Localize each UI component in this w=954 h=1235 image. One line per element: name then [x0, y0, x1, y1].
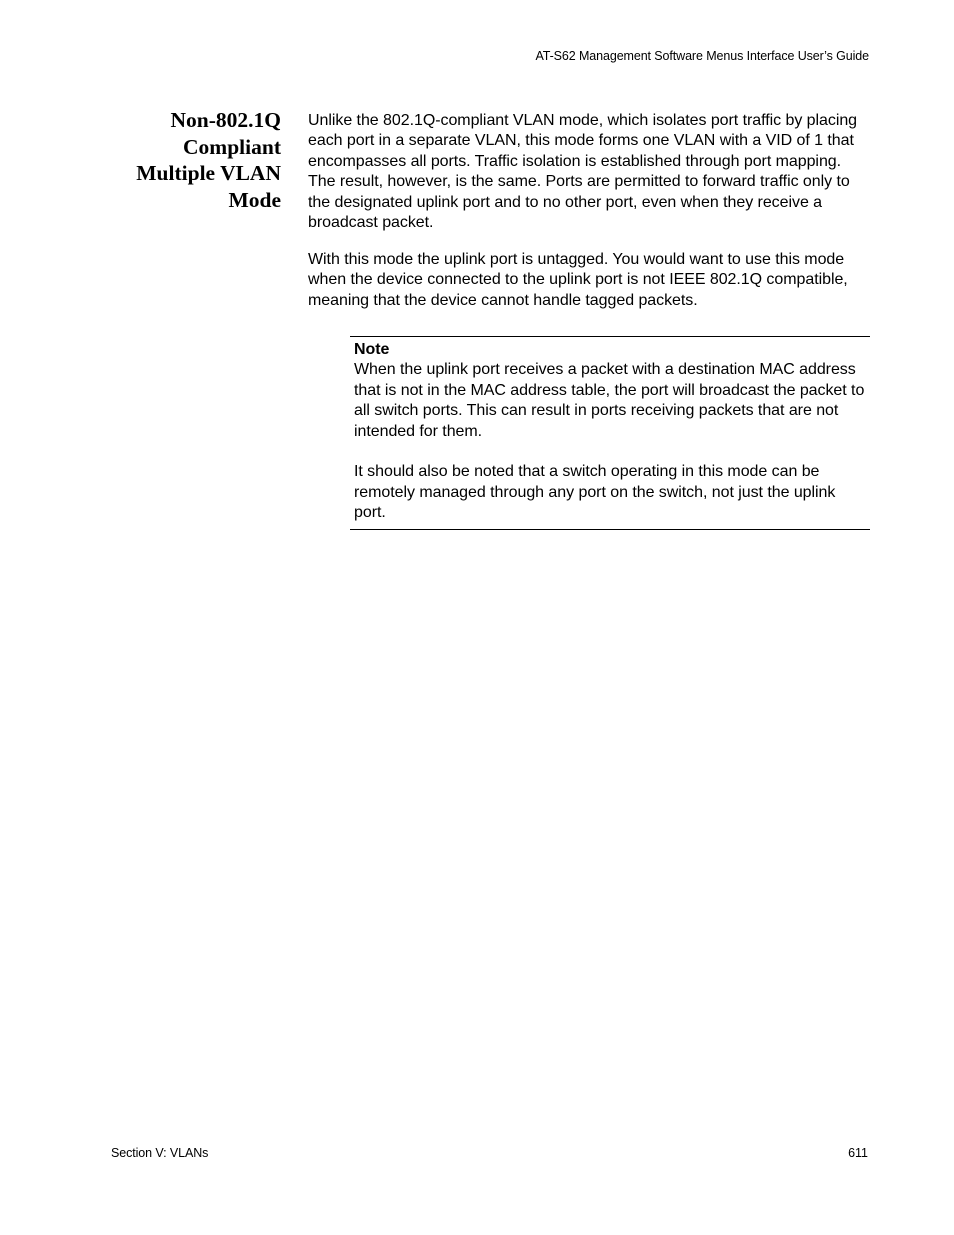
- note-box: [350, 336, 870, 530]
- note-paragraph: It should also be noted that a switch operating in this mode can be remotely managed through any port on the switch, not just the uplink port.: [354, 463, 836, 522]
- section-heading-line: Non-802.1Q: [170, 108, 281, 132]
- note-content: [354, 340, 870, 524]
- section-heading: [110, 107, 281, 213]
- running-header: AT-S62 Management Software Menus Interface User’s Guide: [535, 49, 869, 63]
- body-paragraph: Unlike the 802.1Q-compliant VLAN mode, which isolates port traffic by placing each port in a separate VLAN, this mode forms one VLAN with a VID of 1 that encompasses all ports. Traffic isolation is established through port mapping. The result, however, is the same. Ports are permitted to forward traffic only to the designated uplink port and to no other port, even when they receive a broadcast packet.: [308, 112, 858, 232]
- body-paragraph-2: [308, 250, 872, 311]
- body-paragraph-1: [308, 111, 872, 233]
- note-paragraph: When the uplink port receives a packet with a destination MAC address that is not in the MAC address table, the port will broadcast the packet to all switch ports. This can result in ports receiving packets that are not intended for them.: [354, 361, 865, 440]
- footer-page-number: 611: [848, 1146, 868, 1160]
- section-heading-line: Compliant: [183, 134, 281, 159]
- note-title: Note: [354, 341, 390, 358]
- section-heading-line: Mode: [228, 187, 281, 212]
- body-paragraph: With this mode the uplink port is untagged. You would want to use this mode when the device connected to the uplink port is not IEEE 802.1Q compatible, meaning that the device cannot handle tagged packets.: [308, 251, 848, 309]
- footer-section-label: Section V: VLANs: [111, 1146, 209, 1160]
- section-heading-line: Multiple VLAN: [136, 161, 281, 185]
